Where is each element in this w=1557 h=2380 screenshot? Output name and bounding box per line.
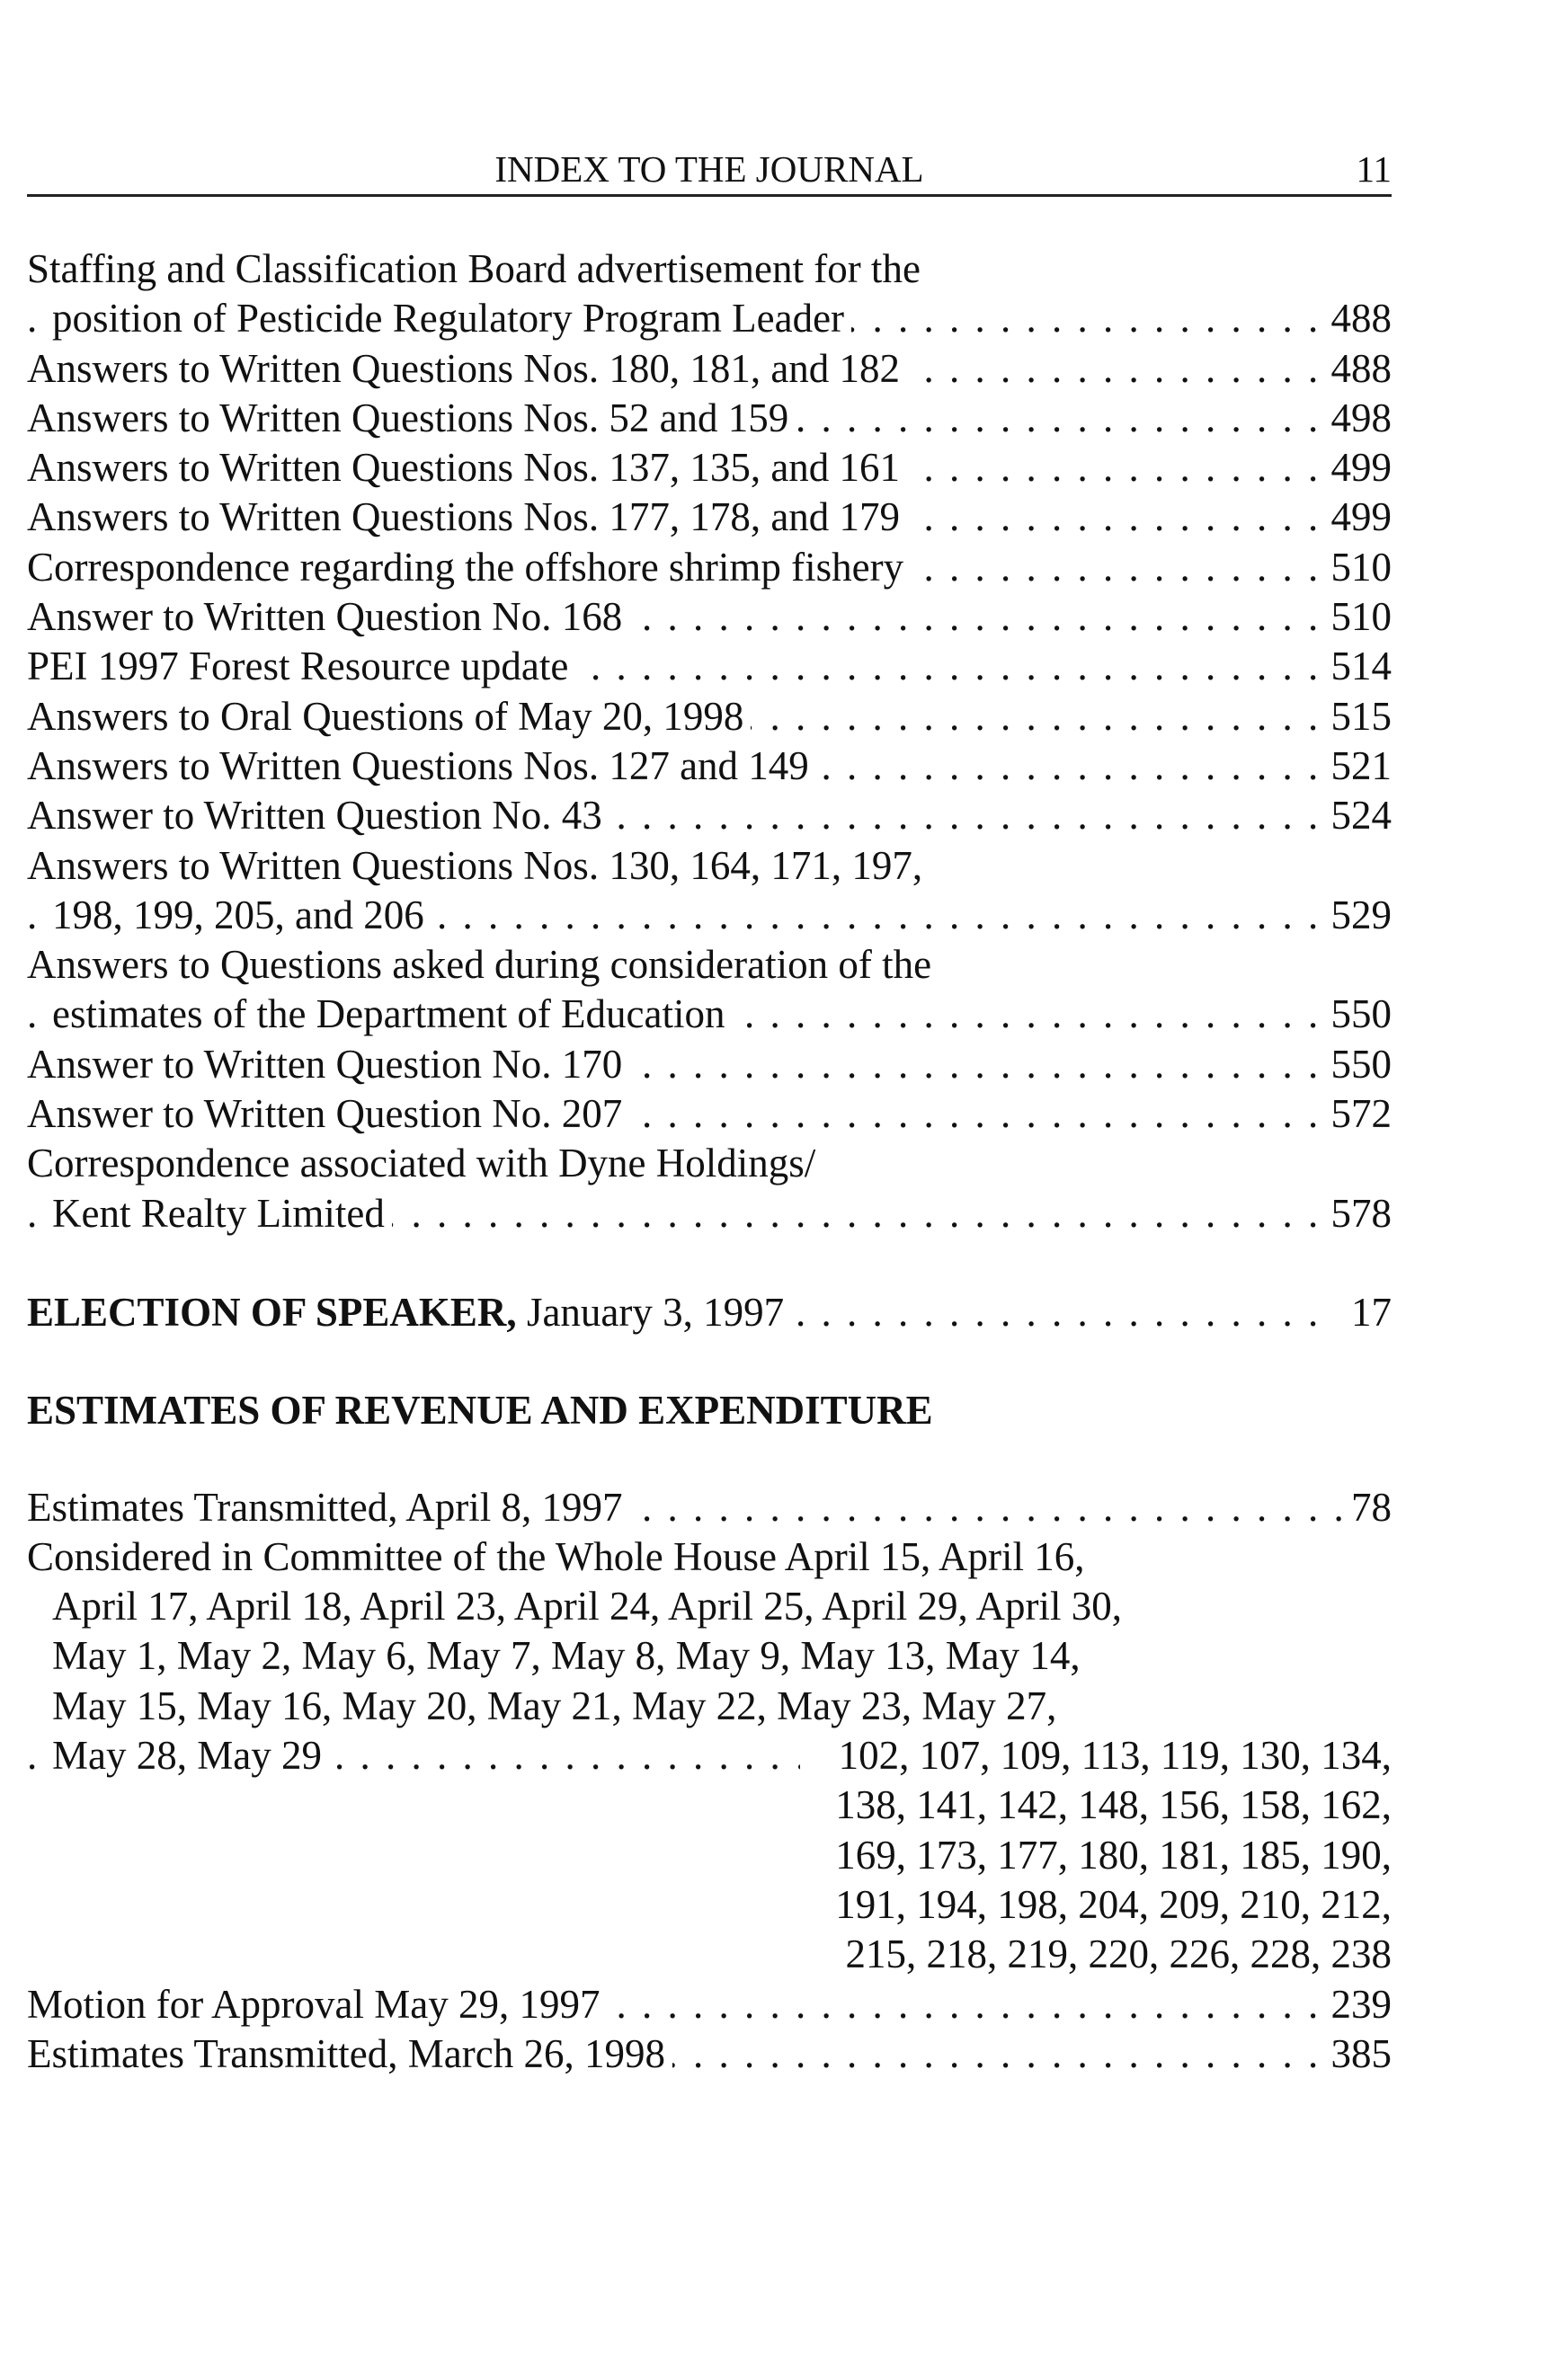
index-entry: Answers to Written Questions Nos. 137, 135, and 161 499 . . . <box>27 443 1392 493</box>
index-entry: Answers to Oral Questions of May 20, 1998 515 . . . <box>27 692 1392 742</box>
page-reference: 572 <box>1324 1089 1392 1139</box>
index-content <box>27 244 1392 2079</box>
index-entry: PEI 1997 Forest Resource update 514 . . . <box>27 642 1392 691</box>
election-entry <box>27 1288 1392 1337</box>
page-reference: 521 <box>1324 742 1392 791</box>
page-header <box>27 142 1392 196</box>
page-number: 11 <box>1356 148 1392 190</box>
index-entry-line: May 15, May 16, May 20, May 21, May 22, May 23, May 27, <box>27 1682 1392 1731</box>
index-entry: Answers to Written Questions Nos. 52 and 159 498 . . . <box>27 394 1392 443</box>
page-reference: 550 <box>1324 1040 1392 1089</box>
page-reference: 488 <box>1324 294 1392 343</box>
page-reference-line: 215, 218, 219, 220, 226, 228, 238 <box>845 1932 1392 1977</box>
page-reference: 385 <box>1324 2029 1392 2079</box>
index-entry-line: May 28, May 29 102, 107, 109, 113, 119, 130, 134, . . . <box>27 1731 1392 1781</box>
index-entry-line: Answers to Written Questions Nos. 130, 164, 171, 197, <box>27 841 1392 891</box>
index-entry: Estimates Transmitted, April 8, 1997 78 . . . <box>27 1483 1392 1532</box>
page-reference: 510 <box>1324 543 1392 592</box>
index-entry: Answer to Written Question No. 207 572 . . . <box>27 1089 1392 1139</box>
page-reference: 510 <box>1324 592 1392 642</box>
index-entry: Answers to Written Questions Nos. 180, 181, and 182 488 . . . <box>27 344 1392 394</box>
index-entry-line: Correspondence associated with Dyne Holdings/ <box>27 1139 1392 1188</box>
page-reference-line: 138, 141, 142, 148, 156, 158, 162, <box>835 1782 1392 1828</box>
index-entry: Motion for Approval May 29, 1997 239 . . . <box>27 1980 1392 2029</box>
index-entry-line: April 17, April 18, April 23, April 24, April 25, April 29, April 30, <box>27 1582 1392 1631</box>
page-reference: 498 <box>1324 394 1392 443</box>
page-reference: 78 <box>1344 1483 1392 1532</box>
page-reference: 499 <box>1324 443 1392 493</box>
index-entry-line: position of Pesticide Regulatory Program Leader 488 . . . <box>27 294 1392 343</box>
page-reference-line: 169, 173, 177, 180, 181, 185, 190, <box>835 1832 1392 1878</box>
page-reference: 578 <box>1324 1189 1392 1239</box>
page-reference: 499 <box>1324 493 1392 542</box>
section-heading: ELECTION OF SPEAKER, <box>27 1289 517 1335</box>
index-entry: Answer to Written Question No. 170 550 . . . <box>27 1040 1392 1089</box>
page-reference: 529 <box>1324 891 1392 940</box>
running-title: INDEX TO THE JOURNAL <box>494 148 924 190</box>
page-reference: 515 <box>1324 692 1392 742</box>
index-entry: Correspondence regarding the offshore shrimp fishery 510 . . . <box>27 543 1392 592</box>
page-reference: 102, 107, 109, 113, 119, 130, 134, <box>832 1731 1392 1781</box>
index-entry-line: Answers to Questions asked during consideration of the <box>27 940 1392 990</box>
page-reference: 524 <box>1324 791 1392 840</box>
index-entry-line: Considered in Committee of the Whole House April 15, April 16, <box>27 1532 1392 1582</box>
index-entry-line: May 1, May 2, May 6, May 7, May 8, May 9, May 13, May 14, <box>27 1631 1392 1681</box>
section-heading: ESTIMATES OF REVENUE AND EXPENDITURE <box>27 1388 933 1434</box>
index-entry-line: estimates of the Department of Education 550 . . . <box>27 990 1392 1039</box>
index-entry-line: 198, 199, 205, and 206 529 . . . <box>27 891 1392 940</box>
index-entry: Answers to Written Questions Nos. 177, 178, and 179 499 . . . <box>27 493 1392 542</box>
page-reference-line: 191, 194, 198, 204, 209, 210, 212, <box>835 1881 1392 1927</box>
index-entry: Answer to Written Question No. 43 524 . . . <box>27 791 1392 840</box>
page-reference: 17 <box>1344 1288 1392 1337</box>
index-entry: Estimates Transmitted, March 26, 1998 385 . . . <box>27 2029 1392 2079</box>
page-reference: 514 <box>1324 642 1392 691</box>
index-entry-line: Staffing and Classification Board advertisement for the <box>27 244 1392 294</box>
index-entry: Answers to Written Questions Nos. 127 and 149 521 . . . <box>27 742 1392 791</box>
page-reference: 239 <box>1324 1980 1392 2029</box>
header-rule <box>27 194 1392 197</box>
index-entry: Answer to Written Question No. 168 510 . . . <box>27 592 1392 642</box>
page-reference: 550 <box>1324 990 1392 1039</box>
index-entry-line: Kent Realty Limited 578 . . . <box>27 1189 1392 1239</box>
page-reference: 488 <box>1324 344 1392 394</box>
election-date: January 3, 1997 <box>516 1289 785 1335</box>
